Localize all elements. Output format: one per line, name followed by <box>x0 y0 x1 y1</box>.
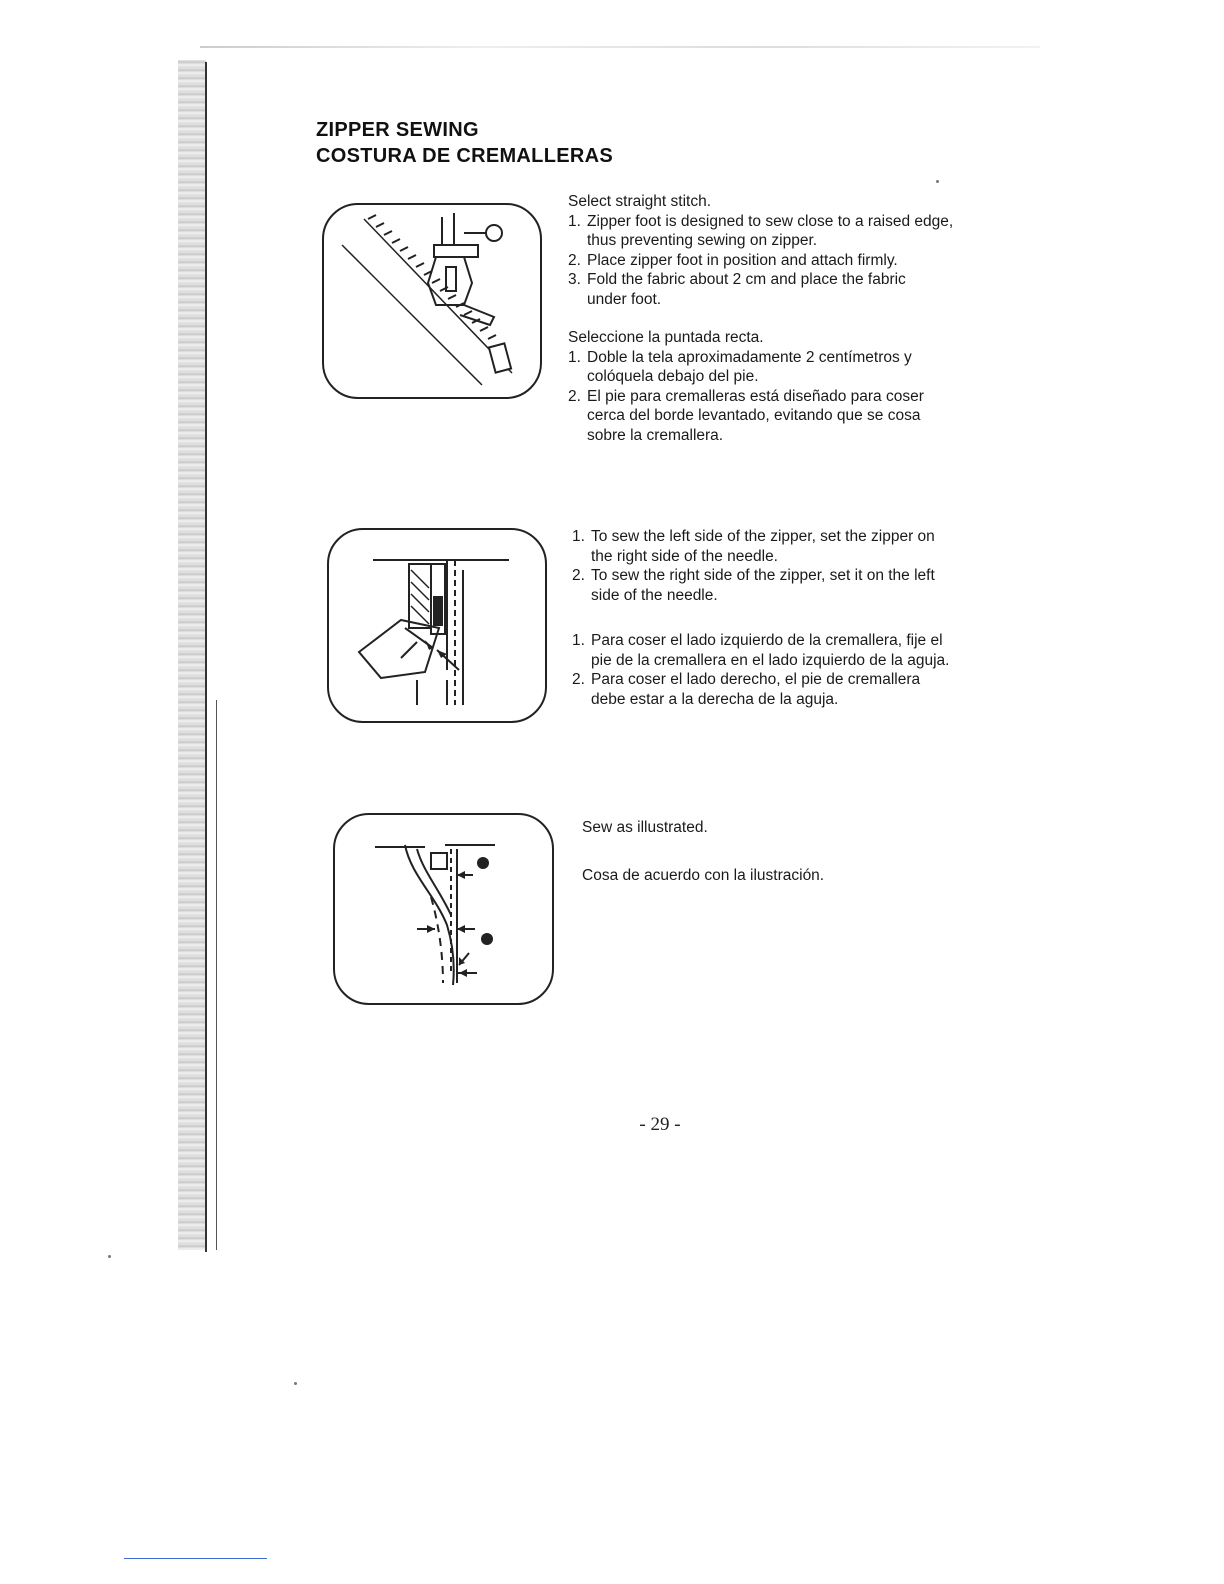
section3-en: Sew as illustrated. <box>582 819 708 836</box>
binding-edge-line <box>205 62 207 1252</box>
section1-steps-es <box>568 348 953 446</box>
list-item: 1. To sew the left side of the zipper, set the zipper on the right side of the needle. <box>572 528 935 565</box>
section2-steps-en <box>572 527 949 605</box>
section1-steps-en <box>568 212 953 310</box>
zipper-foot-icon <box>324 205 540 397</box>
list-item: 1. Doble la tela aproximadamente 2 centímetros y colóquela debajo del pie. <box>568 348 912 385</box>
section2-steps-es <box>572 631 949 709</box>
section1-text <box>568 192 953 445</box>
section3-es: Cosa de acuerdo con la ilustración. <box>582 866 825 884</box>
heading-english: ZIPPER SEWING <box>316 119 479 141</box>
zipper-needle-icon <box>329 530 545 721</box>
list-item: 2. Para coser el lado derecho, el pie de cremallera debe estar a la derecha de la aguja. <box>572 671 921 708</box>
section1-intro-en: Select straight stitch. <box>568 193 712 210</box>
section1-intro-es: Seleccione la puntada recta. <box>568 329 764 346</box>
illustration-sew-seam <box>333 813 554 1005</box>
sew-seam-icon <box>335 815 552 1003</box>
page-number: - 29 - <box>639 1114 681 1135</box>
section2-text <box>572 527 949 709</box>
binding-edge-line-inner <box>216 700 217 1250</box>
scan-speck <box>936 180 939 183</box>
section3-text <box>582 818 824 885</box>
list-item: 2. To sew the right side of the zipper, set it on the left side of the needle. <box>572 567 935 604</box>
list-item: 2. El pie para cremalleras está diseñado para coser cerca del borde levantado, evitando que se cosa sobre la cremallera. <box>568 387 924 444</box>
list-item: 3. Fold the fabric about 2 cm and place the fabric under foot. <box>568 271 906 308</box>
illustration-zipper-needle <box>327 528 547 723</box>
list-item: 2. Place zipper foot in position and attach firmly. <box>568 251 898 269</box>
binding-shadow <box>178 60 206 1250</box>
page-heading <box>316 117 613 169</box>
list-item: 1. Zipper foot is designed to sew close to a raised edge, thus preventing sewing on zipper. <box>568 212 954 249</box>
illustration-zipper-foot <box>322 203 542 399</box>
heading-spanish: COSTURA DE CREMALLERAS <box>316 145 613 167</box>
list-item: 1. Para coser el lado izquierdo de la cremallera, fije el pie de la cremallera en el lado izquierdo de la aguja. <box>572 632 950 669</box>
scan-speck <box>108 1255 111 1258</box>
scan-speck <box>294 1382 297 1385</box>
scan-edge-smudge <box>200 46 1040 48</box>
bottom-edge-line <box>124 1558 267 1559</box>
